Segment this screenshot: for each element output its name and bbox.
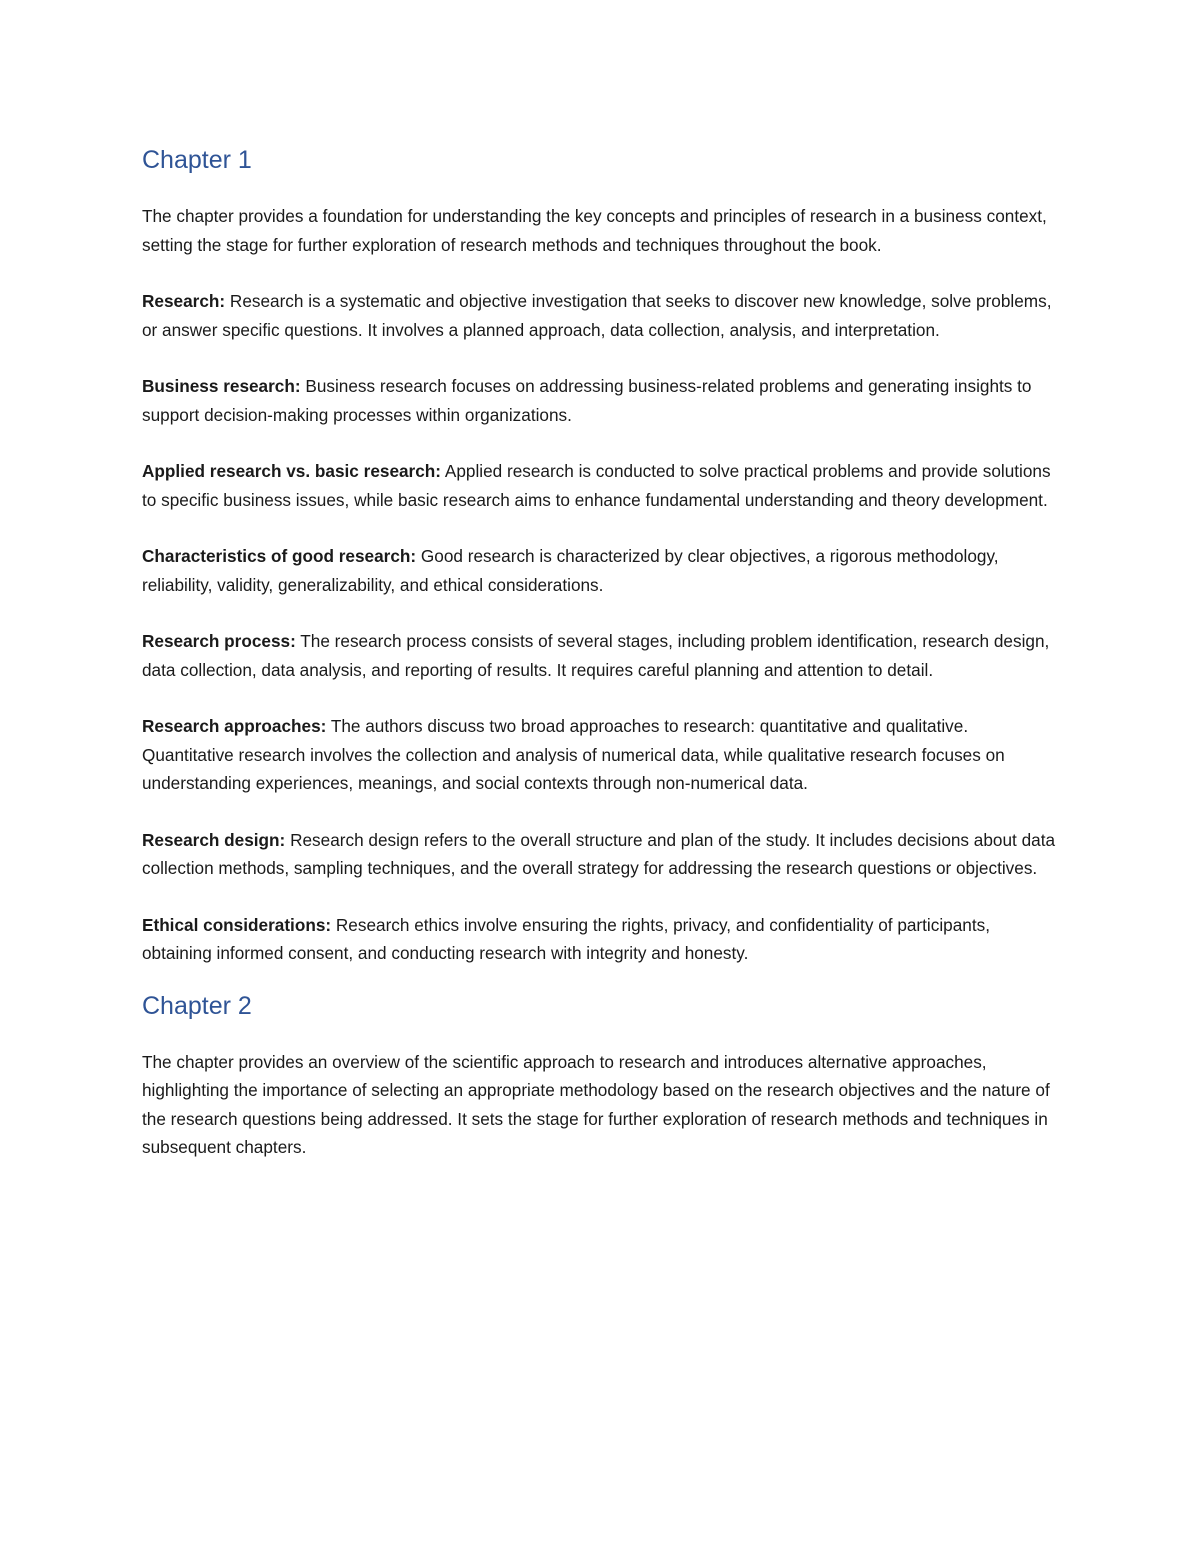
term-label: Business research:: [142, 376, 301, 396]
term-paragraph-research-process: [142, 627, 1062, 684]
term-paragraph-research: [142, 287, 1062, 344]
term-paragraph-applied-vs-basic: [142, 457, 1062, 514]
term-definition: The authors discuss two broad approaches to research: quantitative and qualitative. Quantitative research involves the collection and analysis of numerical data, while qualitative research focuses on understanding experiences, meanings, and social contexts through non-numerical data.: [142, 716, 1005, 793]
term-paragraph-characteristics: [142, 542, 1062, 599]
term-label: Research process:: [142, 631, 296, 651]
term-label: Research:: [142, 291, 226, 311]
term-label: Research design:: [142, 829, 286, 850]
term-paragraph-research-approaches: [142, 712, 1062, 798]
term-paragraph-research-design: [142, 826, 1062, 883]
term-definition: The research process consists of several stages, including problem identification, research design, data collection, data analysis, and reporting of results. It requires careful planning and attention to detail.: [142, 631, 1050, 680]
document-page: [142, 138, 1062, 1190]
term-label: Applied research vs. basic research:: [142, 461, 442, 481]
chapter-2-heading: Chapter 2: [142, 991, 252, 1020]
term-label: Research approaches:: [142, 716, 327, 736]
term-definition: Business research focuses on addressing business-related problems and generating insights to support decision-making processes within organizations.: [142, 376, 1032, 425]
term-definition: Research is a systematic and objective investigation that seeks to discover new knowledge, solve problems, or answer specific questions. It involves a planned approach, data collection, analysis, and interpretation.: [142, 291, 1052, 340]
term-definition: Applied research is conducted to solve practical problems and provide solutions to specific business issues, while basic research aims to enhance fundamental understanding and theory development.: [142, 461, 1051, 510]
term-definition: Research design refers to the overall structure and plan of the study. It includes decisions about data collection methods, sampling techniques, and the overall strategy for addressing the research questions or objectives.: [142, 829, 1056, 878]
chapter-2-intro: The chapter provides an overview of the scientific approach to research and introduces alternative approaches, highlighting the importance of selecting an appropriate methodology based on the research objectives and the nature of the research questions being addressed. It sets the stage for further exploration of research methods and techniques in subsequent chapters.: [142, 1051, 1050, 1157]
chapter-1-intro: The chapter provides a foundation for understanding the key concepts and principles of research in a business context, setting the stage for further exploration of research methods and techniques throughout the book.: [142, 206, 1047, 255]
term-paragraph-ethical-considerations: [142, 911, 1062, 968]
term-paragraph-business-research: [142, 372, 1062, 429]
term-definition: Research ethics involve ensuring the rights, privacy, and confidentiality of participants, obtaining informed consent, and conducting research with integrity and honesty.: [142, 914, 990, 963]
term-label: Ethical considerations:: [142, 914, 332, 935]
term-label: Characteristics of good research:: [142, 546, 417, 566]
chapter-1-heading: Chapter 1: [142, 146, 252, 174]
term-definition: Good research is characterized by clear objectives, a rigorous methodology, reliability, validity, generalizability, and ethical considerations.: [142, 546, 999, 595]
